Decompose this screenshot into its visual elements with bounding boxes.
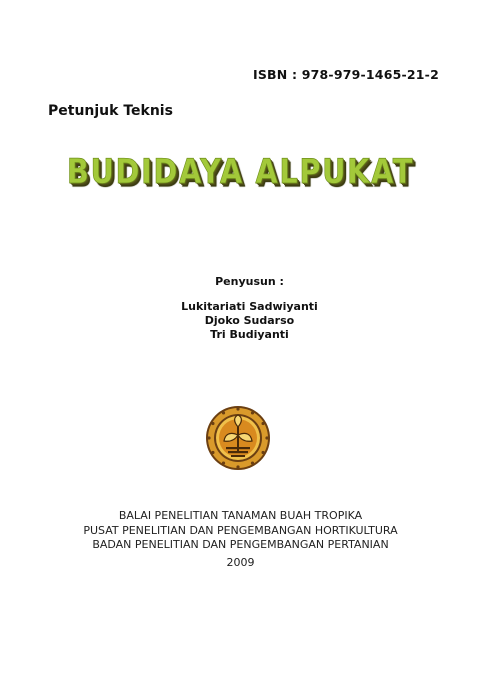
author-name: Tri Budiyanti [210,328,289,341]
isbn-number: ISBN : 978-979-1465-21-2 [253,67,439,82]
institution-list [0,509,481,553]
publication-year: 2009 [226,556,255,569]
compiler-label: Penyusun : [215,275,284,288]
book-title: BUDIDAYA ALPUKAT [66,150,415,192]
author-name: Djoko Sudarso [204,314,295,327]
institution-name: BADAN PENELITIAN DAN PENGEMBANGAN PERTANIAN [92,538,389,551]
institution-name: PUSAT PENELITIAN DAN PENGEMBANGAN HORTIKULTURA [83,523,398,537]
series-title: Petunjuk Teknis [48,103,173,119]
institution-name: BALAI PENELITIAN TANAMAN BUAH TROPIKA [118,509,363,522]
author-list [0,300,481,342]
ministry-of-agriculture-emblem-icon [205,405,271,471]
author-name: Lukitariati Sadwiyanti [181,300,318,313]
